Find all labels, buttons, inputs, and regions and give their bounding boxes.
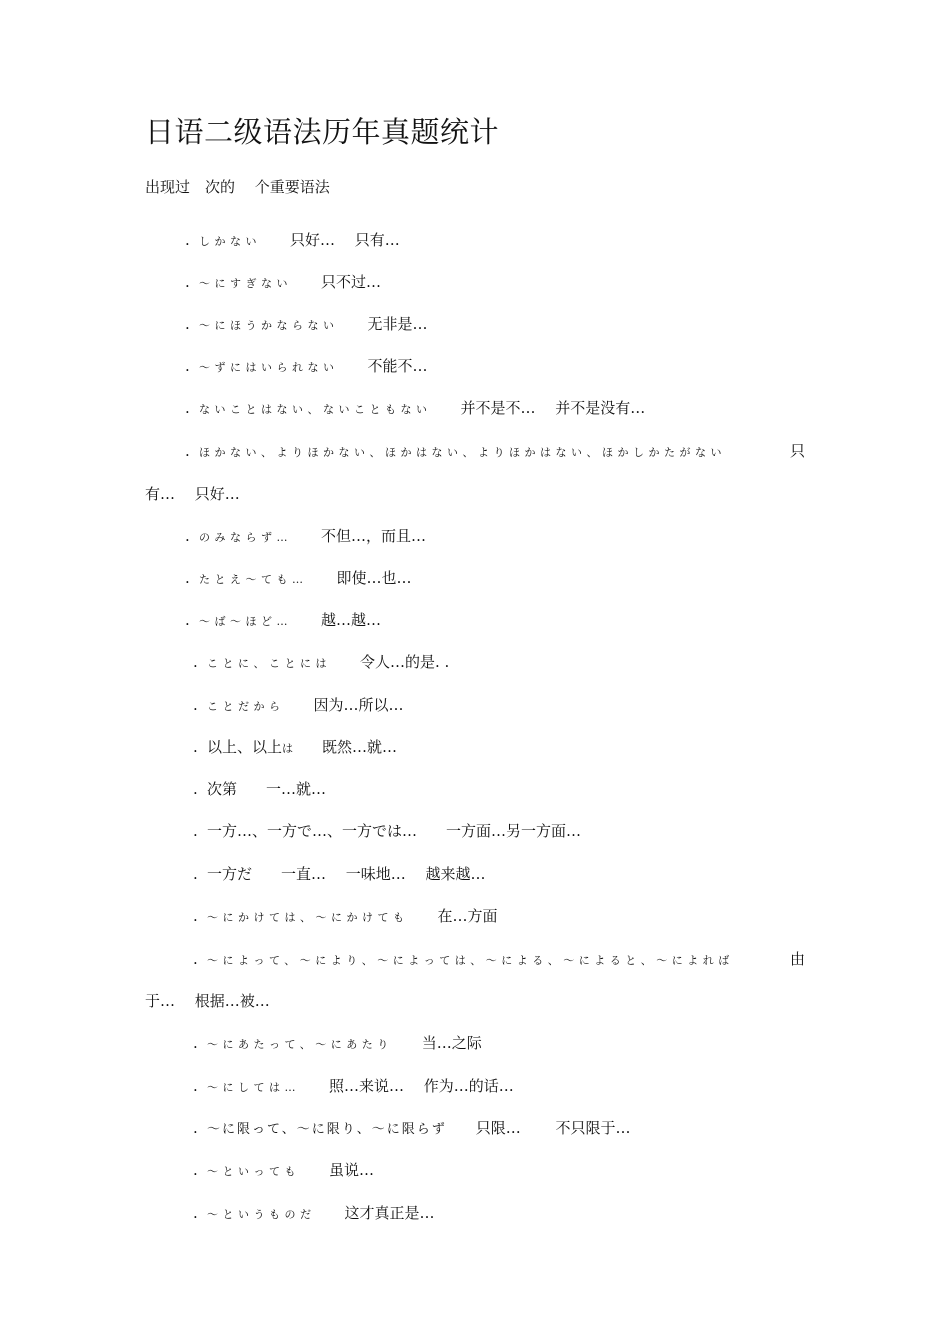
grammar-item: . ～にあたって、～にあたり 当…之际 <box>193 1034 482 1052</box>
grammar-item: . ないことはない、ないこともない 并不是不… 并不是没有… <box>185 399 646 417</box>
grammar-item: . ことだから 因为…所以… <box>193 696 404 714</box>
grammar-item: . 以上、以上は 既然…就… <box>193 738 398 756</box>
grammar-item: . ～にかけては、～にかけても 在…方面 <box>193 907 498 925</box>
page-subtitle: 出现过 次的 个重要语法 <box>145 178 330 196</box>
grammar-item: . ～といっても 虽说… <box>193 1161 375 1179</box>
grammar-item: . ～に限って、～に限り、～に限らず 只限… 不只限于… <box>193 1119 631 1137</box>
grammar-item: . ことに、ことには 令人…的是. . <box>193 653 450 671</box>
grammar-item-continuation: 有… 只好… <box>145 485 240 503</box>
grammar-item: . 次第 一…就… <box>193 780 327 798</box>
grammar-item: . ～ば～ほど… 越…越… <box>185 611 382 629</box>
grammar-item-meaning-start: 只 <box>790 442 806 460</box>
grammar-item: . 一方…、一方で…、一方では… 一方面…另一方面… <box>193 822 582 840</box>
grammar-item-meaning-start: 由 <box>790 950 806 968</box>
grammar-item: . 一方だ 一直… 一味地… 越来越… <box>193 865 486 883</box>
grammar-item-continuation: 于… 根据…被… <box>145 992 270 1010</box>
grammar-item: . しかない 只好… 只有… <box>185 231 400 249</box>
grammar-item: . ～にしては… 照…来说… 作为…的话… <box>193 1077 514 1095</box>
grammar-item: . ～にほうかならない 无非是… <box>185 315 428 333</box>
grammar-item: . ～によって、～により、～によっては、～による、～によると、～によれば <box>193 950 734 968</box>
page-title: 日语二级语法历年真题统计 <box>145 115 500 149</box>
grammar-item: . のみならず… 不但…，而且… <box>185 527 427 545</box>
grammar-item: . ～ずにはいられない 不能不… <box>185 357 428 375</box>
grammar-item: . ～にすぎない 只不过… <box>185 273 382 291</box>
grammar-item: . ～というものだ 这才真正是… <box>193 1204 435 1222</box>
grammar-item: . ほかない、よりほかない、ほかはない、よりほかはない、ほかしかたがない <box>185 442 726 460</box>
grammar-item: . たとえ～ても… 即使…也… <box>185 569 412 587</box>
